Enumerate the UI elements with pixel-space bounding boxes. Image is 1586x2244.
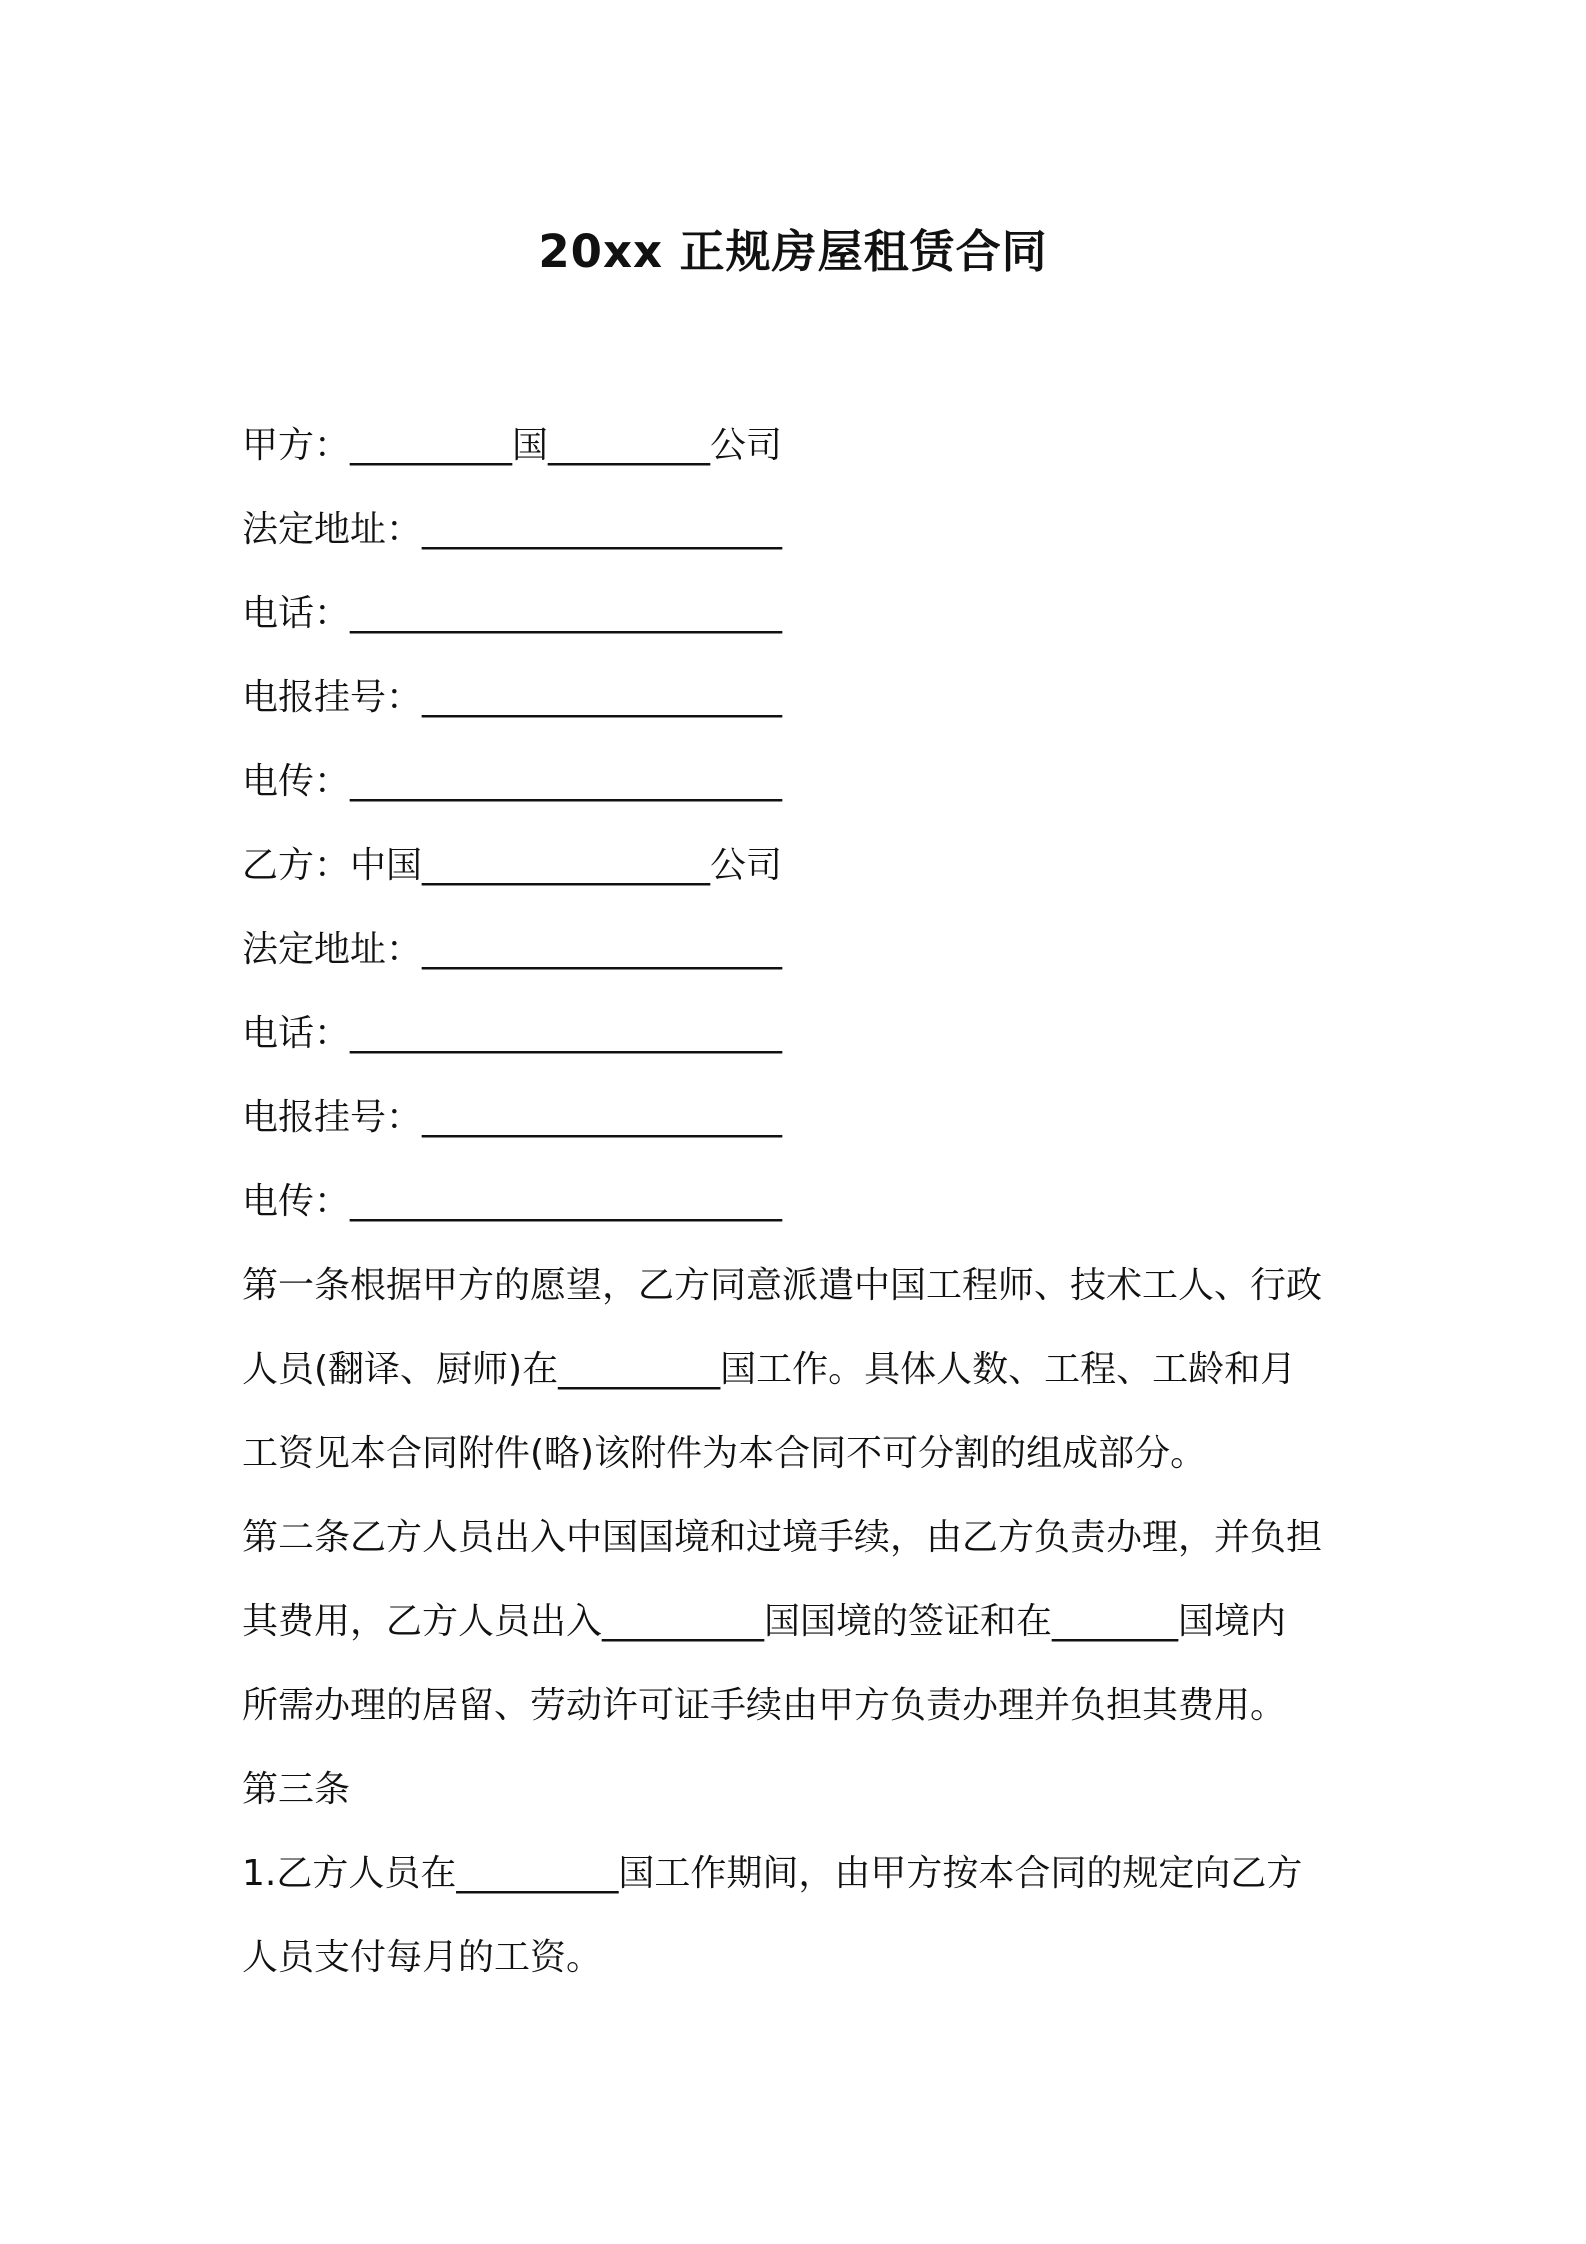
party-b-phone-line: 电话：________________________ <box>242 1013 783 1054</box>
article-3-item-1-line-1: 1.乙方人员在_________国工作期间，由甲方按本合同的规定向乙方 <box>242 1853 1303 1894</box>
article-2-line-1: 第二条乙方人员出入中国国境和过境手续，由乙方负责办理，并负担 <box>242 1517 1323 1558</box>
article-3-item-1-line-2: 人员支付每月的工资。 <box>242 1937 603 1978</box>
article-1-line-1: 第一条根据甲方的愿望，乙方同意派遣中国工程师、技术工人、行政 <box>242 1265 1323 1306</box>
article-3-heading: 第三条 <box>242 1769 351 1810</box>
article-2-line-2: 其费用，乙方人员出入_________国国境的签证和在_______国境内 <box>242 1601 1287 1642</box>
article-1-line-3: 工资见本合同附件(略)该附件为本合同不可分割的组成部分。 <box>242 1433 1207 1474</box>
party-b-telegraph-line: 电报挂号：____________________ <box>242 1097 783 1138</box>
document-title: 20xx 正规房屋租赁合同 <box>538 225 1048 278</box>
party-a-line: 甲方：_________国_________公司 <box>242 425 783 466</box>
article-2-line-3: 所需办理的居留、劳动许可证手续由甲方负责办理并负担其费用。 <box>242 1685 1287 1726</box>
party-a-telegraph-line: 电报挂号：____________________ <box>242 677 783 718</box>
party-a-telex-line: 电传：________________________ <box>242 761 783 802</box>
party-a-phone-line: 电话：________________________ <box>242 593 783 634</box>
party-b-line: 乙方：中国________________公司 <box>242 845 783 886</box>
article-1-line-2: 人员(翻译、厨师)在_________国工作。具体人数、工程、工龄和月 <box>242 1349 1297 1390</box>
party-b-telex-line: 电传：________________________ <box>242 1181 783 1222</box>
party-b-address-line: 法定地址：____________________ <box>242 929 783 970</box>
party-a-address-line: 法定地址：____________________ <box>242 509 783 550</box>
contract-body <box>242 404 1362 2000</box>
